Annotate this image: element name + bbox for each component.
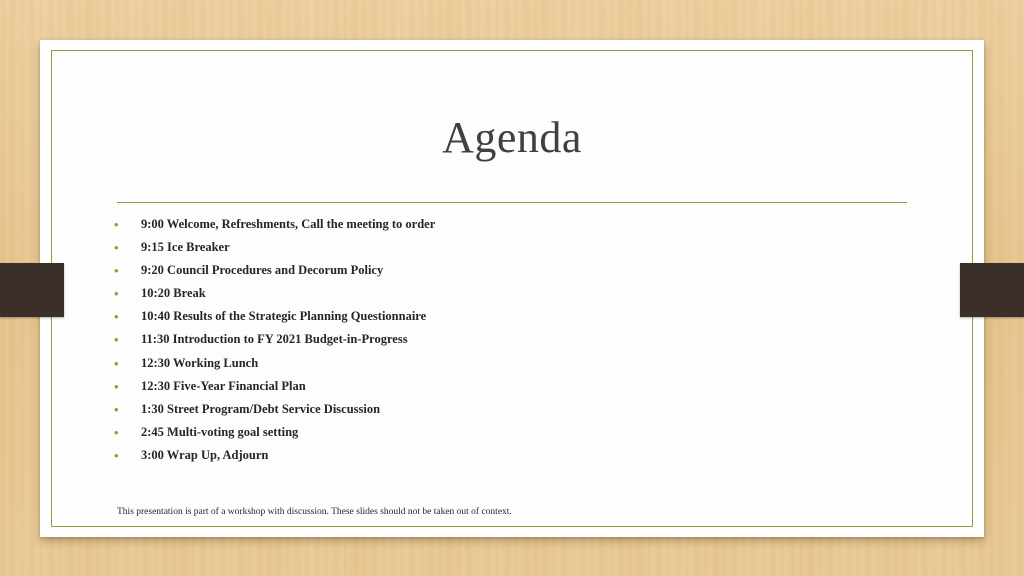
bullet-icon: • (114, 309, 119, 325)
agenda-item (114, 352, 435, 375)
agenda-item (114, 282, 435, 305)
bullet-icon: • (114, 378, 119, 394)
agenda-item-text: 2:45 Multi-voting goal setting (141, 424, 299, 439)
bullet-icon: • (114, 332, 119, 348)
right-binder-tab (960, 263, 1024, 317)
agenda-item-text: 9:20 Council Procedures and Decorum Policy (141, 263, 384, 278)
bullet-icon: • (114, 240, 119, 256)
slide-title: Agenda (442, 113, 582, 162)
bullet-icon: • (114, 355, 119, 371)
agenda-item-text: 10:20 Break (141, 286, 206, 301)
agenda-item-text: 3:00 Wrap Up, Adjourn (141, 447, 269, 462)
slide-footer-note: This presentation is part of a workshop with discussion. These slides should not be taken out of context. (117, 507, 512, 517)
title-divider (117, 202, 907, 203)
agenda-item-text: 1:30 Street Program/Debt Service Discussion (141, 401, 381, 416)
bullet-icon: • (114, 424, 119, 440)
bullet-icon: • (114, 217, 119, 232)
agenda-item-text: 12:30 Working Lunch (141, 355, 259, 370)
agenda-item (114, 375, 435, 398)
bullet-icon: • (114, 263, 119, 279)
bullet-icon: • (114, 401, 119, 417)
bullet-icon: • (114, 286, 119, 302)
agenda-item (114, 305, 435, 328)
agenda-item (114, 398, 435, 421)
agenda-item (114, 328, 435, 351)
agenda-item-text: 9:00 Welcome, Refreshments, Call the meeting to order (141, 217, 436, 231)
agenda-item (114, 213, 435, 236)
agenda-item (114, 236, 435, 259)
agenda-item-text: 9:15 Ice Breaker (141, 240, 230, 255)
bullet-icon: • (114, 447, 119, 463)
agenda-item (114, 444, 435, 467)
agenda-list (114, 213, 435, 467)
agenda-item (114, 259, 435, 282)
left-binder-tab (0, 263, 64, 317)
agenda-item-text: 12:30 Five-Year Financial Plan (141, 378, 306, 393)
agenda-item-text: 11:30 Introduction to FY 2021 Budget-in-Progress (141, 332, 408, 347)
agenda-item-text: 10:40 Results of the Strategic Planning Questionnaire (141, 309, 427, 324)
agenda-item (114, 421, 435, 444)
